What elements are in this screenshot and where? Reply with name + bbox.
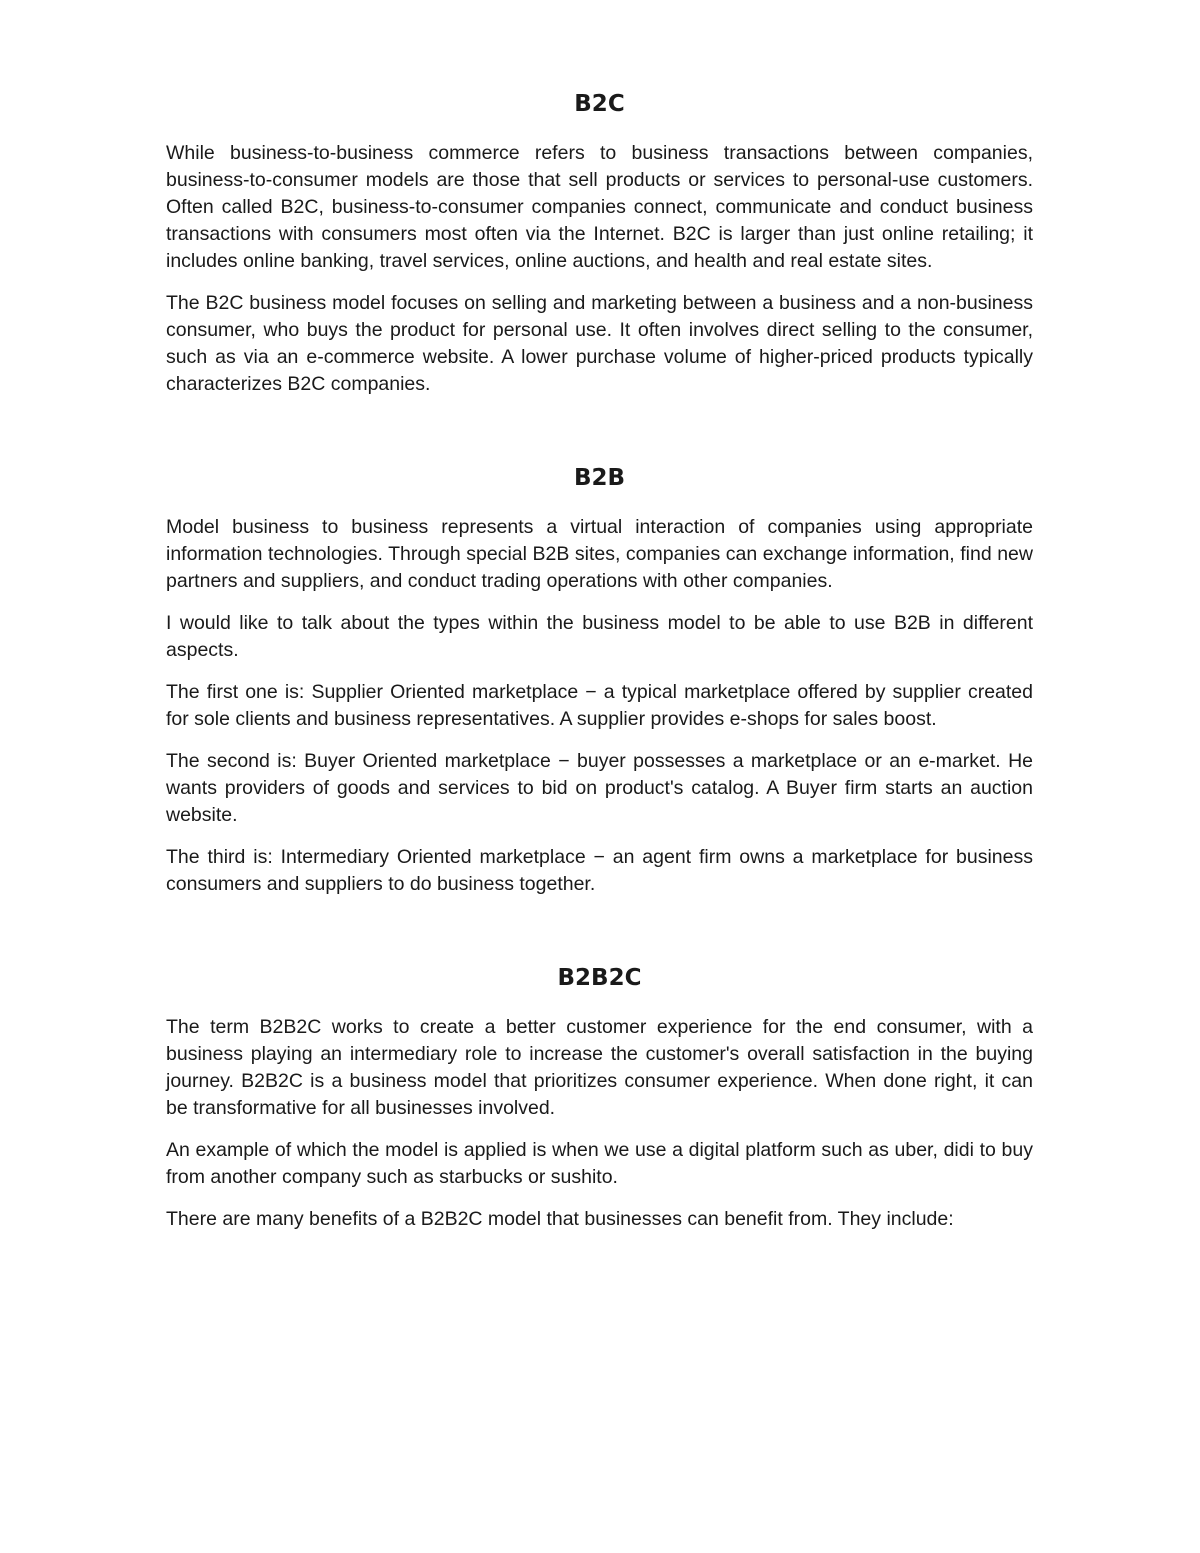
paragraph: An example of which the model is applied is when we use a digital platform such as uber, didi to buy from another company such as starbucks or sushito. [166,1139,1033,1188]
paragraph: The third is: Intermediary Oriented marketplace − an agent firm owns a marketplace for business consumers and suppliers to do business together. [166,846,1033,895]
paragraph: I would like to talk about the types within the business model to be able to use B2B in different aspects. [166,612,1033,661]
section-b2b [166,456,1033,898]
paragraph: Model business to business represents a virtual interaction of companies using appropriate information technologies. Through special B2B sites, companies can exchange information, find new partners and suppliers, and conduct trading operations with other companies. [166,516,1033,592]
paragraph: The first one is: Supplier Oriented marketplace − a typical marketplace offered by supplier created for sole clients and business representatives. A supplier provides e-shops for sales boost. [166,681,1033,730]
section-heading: B2C [574,91,625,117]
document-content [166,82,1033,1248]
section-heading: B2B2C [557,965,642,991]
paragraph: The B2C business model focuses on selling and marketing between a business and a non-business consumer, who buys the product for personal use. It often involves direct selling to the consumer, such as via an e-commerce website. A lower purchase volume of higher-priced products typically characterizes B2C companies. [166,292,1033,395]
paragraph: The second is: Buyer Oriented marketplace − buyer possesses a marketplace or an e-market. He wants providers of goods and services to bid on product's catalog. A Buyer firm starts an auction website. [166,750,1033,826]
section-b2b2c [166,956,1033,1233]
section-b2c [166,82,1033,398]
section-heading: B2B [573,465,626,491]
paragraph: While business-to-business commerce refers to business transactions between companies, business-to-consumer models are those that sell products or services to personal-use customers. Often called B2C, business-to-consumer companies connect, communicate and conduct business transactions with consumers most often via the Internet. B2C is larger than just online retailing; it includes online banking, travel services, online auctions, and health and real estate sites. [166,142,1033,272]
paragraph: There are many benefits of a B2B2C model that businesses can benefit from. They include: [166,1208,954,1230]
paragraph: The term B2B2C works to create a better customer experience for the end consumer, with a business playing an intermediary role to increase the customer's overall satisfaction in the buying journey. B2B2C is a business model that prioritizes consumer experience. When done right, it can be transformative for all businesses involved. [166,1016,1033,1119]
